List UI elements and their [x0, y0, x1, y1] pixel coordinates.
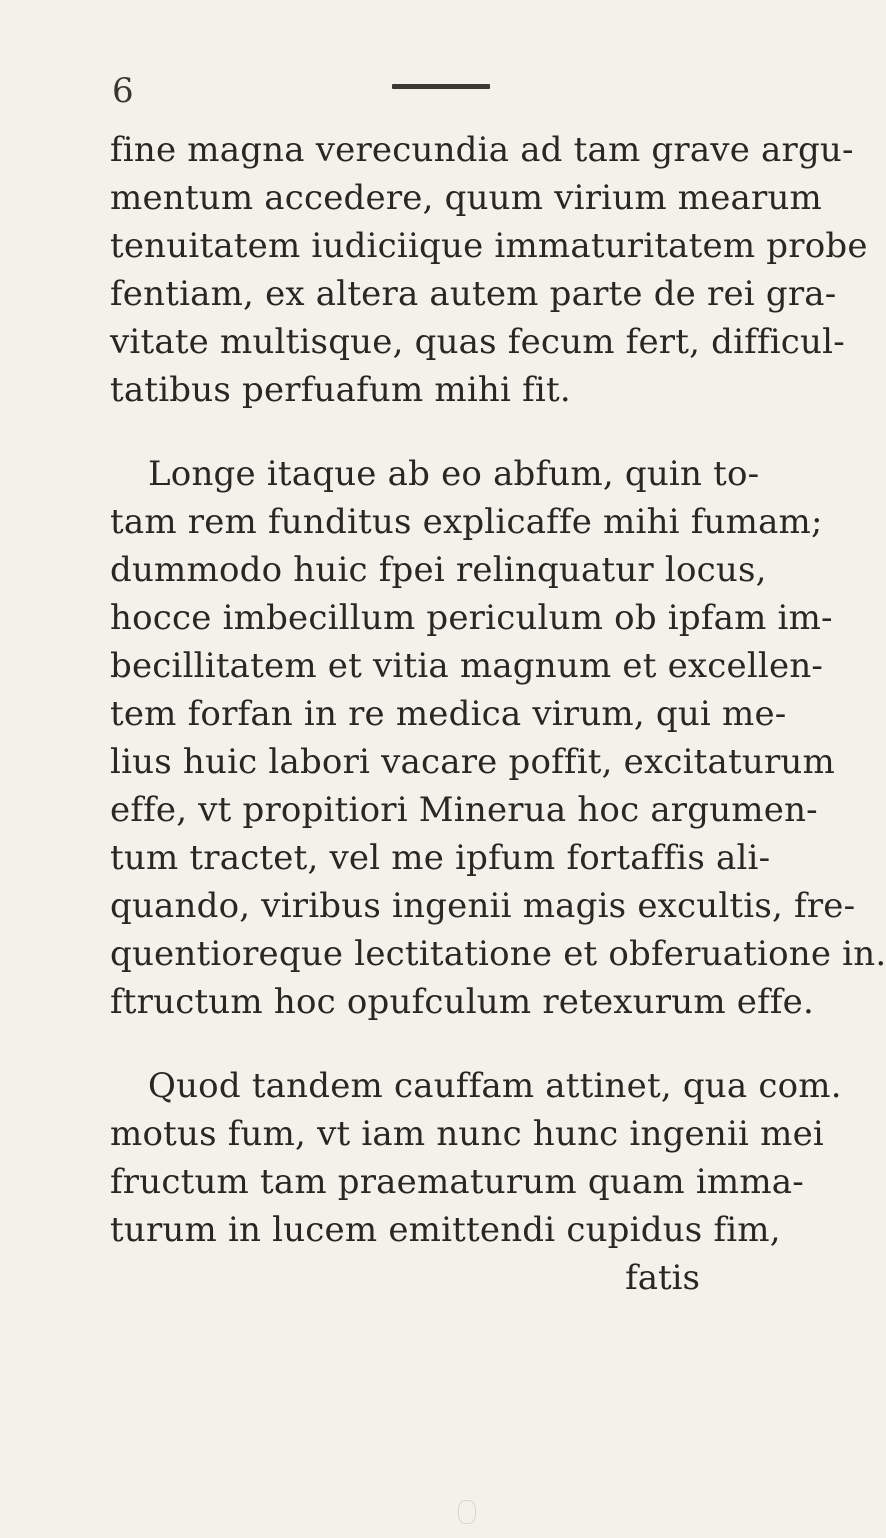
page-number: 6	[112, 71, 134, 111]
text-line: quando, viribus ingenii magis excultis, fre-	[110, 886, 856, 926]
paragraph-1	[110, 126, 868, 414]
catchword: fatis	[625, 1258, 700, 1298]
text-line: becillitatem et vitia magnum et excellen-	[110, 646, 824, 686]
text-line: tum tractet, vel me ipfum fortaffis ali-	[110, 838, 771, 878]
text-line: fentiam, ex altera autem parte de rei gra-	[110, 274, 837, 314]
text-line: fine magna verecundia ad tam grave argu-	[110, 130, 854, 170]
text-line: tatibus perfuafum mihi fit.	[110, 370, 571, 410]
paragraph-3	[110, 1062, 842, 1254]
text-line: tam rem funditus explicaffe mihi fumam;	[110, 502, 823, 542]
text-line: tem forfan in re medica virum, qui me-	[110, 694, 787, 734]
text-line: Longe itaque ab eo abfum, quin to-	[148, 454, 760, 494]
text-line: tenuitatem iudiciique immaturitatem probe	[110, 226, 868, 266]
text-line: mentum accedere, quum virium mearum	[110, 178, 823, 218]
paragraph-2	[110, 450, 886, 1026]
paper-stain	[458, 1500, 476, 1524]
text-line: turum in lucem emittendi cupidus fim,	[110, 1210, 781, 1250]
text-line: lius huic labori vacare poffit, excitaturum	[110, 742, 835, 782]
text-line: quentioreque lectitatione et obferuatione in.	[110, 934, 886, 974]
text-line: effe, vt propitiori Minerua hoc argumen-	[110, 790, 818, 830]
header-rule	[392, 84, 490, 89]
text-line: fructum tam praematurum quam imma-	[110, 1162, 804, 1202]
body-text	[110, 126, 886, 1302]
text-line: vitate multisque, quas fecum fert, difficul-	[110, 322, 845, 362]
text-line: ftructum hoc opufculum retexurum effe.	[110, 982, 814, 1022]
text-line: dummodo huic fpei relinquatur locus,	[110, 550, 767, 590]
text-line: hocce imbecillum periculum ob ipfam im-	[110, 598, 833, 638]
text-line: Quod tandem cauffam attinet, qua com.	[148, 1066, 842, 1106]
text-line: motus fum, vt iam nunc hunc ingenii mei	[110, 1114, 824, 1154]
